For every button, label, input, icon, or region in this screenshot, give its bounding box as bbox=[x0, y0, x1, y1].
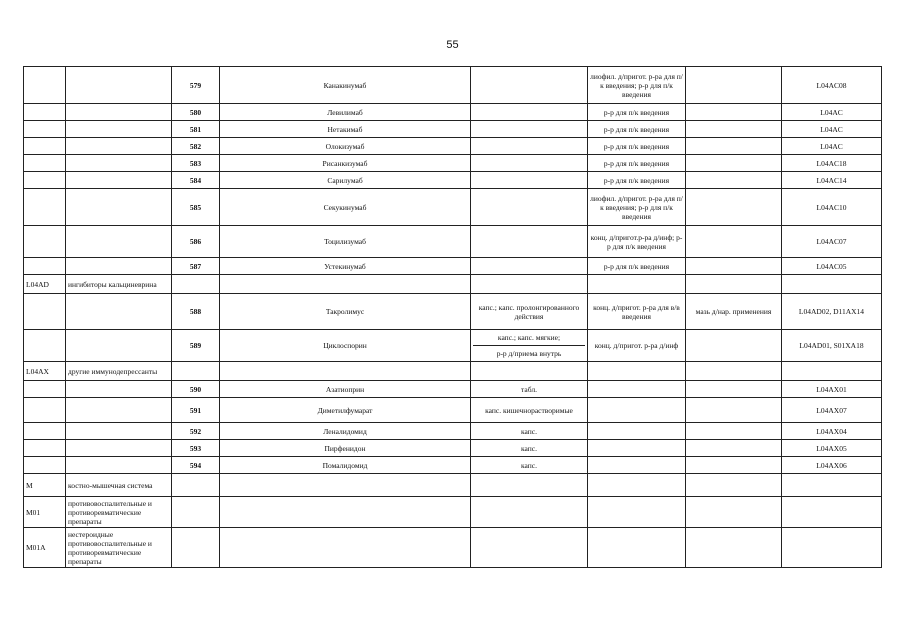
cell-atc: L04AC bbox=[782, 104, 882, 121]
cell-form3 bbox=[686, 457, 782, 474]
cell-group bbox=[66, 189, 172, 226]
cell-code bbox=[24, 440, 66, 457]
cell-code: L04AX bbox=[24, 362, 66, 381]
table-row bbox=[24, 528, 882, 568]
cell-form2: р-р для п/к введения bbox=[588, 138, 686, 155]
cell-name: Секукинумаб bbox=[220, 189, 471, 226]
table-row bbox=[24, 104, 882, 121]
cell-form2 bbox=[588, 362, 686, 381]
cell-form3 bbox=[686, 189, 782, 226]
cell-atc: L04AC07 bbox=[782, 226, 882, 258]
cell-num: 586 bbox=[172, 226, 220, 258]
table-row bbox=[24, 67, 882, 104]
cell-num bbox=[172, 497, 220, 528]
cell-group bbox=[66, 398, 172, 423]
cell-group bbox=[66, 226, 172, 258]
cell-form bbox=[471, 226, 588, 258]
cell-atc: L04AC08 bbox=[782, 67, 882, 104]
cell-code bbox=[24, 294, 66, 330]
cell-num: 588 bbox=[172, 294, 220, 330]
cell-form2 bbox=[588, 457, 686, 474]
cell-code bbox=[24, 258, 66, 275]
cell-num: 580 bbox=[172, 104, 220, 121]
table-row bbox=[24, 381, 882, 398]
cell-code: M01A bbox=[24, 528, 66, 568]
cell-atc: L04AC18 bbox=[782, 155, 882, 172]
cell-code bbox=[24, 226, 66, 258]
cell-code bbox=[24, 121, 66, 138]
cell-group bbox=[66, 155, 172, 172]
cell-num: 594 bbox=[172, 457, 220, 474]
cell-form bbox=[471, 155, 588, 172]
cell-code: L04AD bbox=[24, 275, 66, 294]
cell-name: Нетакимаб bbox=[220, 121, 471, 138]
cell-group: нестероидные противовоспалительные и противоревматические препараты bbox=[66, 528, 172, 568]
cell-atc: L04AX01 bbox=[782, 381, 882, 398]
cell-form: капс. кишечнорастворимые bbox=[471, 398, 588, 423]
cell-form bbox=[471, 121, 588, 138]
cell-code bbox=[24, 398, 66, 423]
cell-num bbox=[172, 275, 220, 294]
table-row bbox=[24, 330, 882, 362]
table-row bbox=[24, 275, 882, 294]
cell-group bbox=[66, 104, 172, 121]
cell-num: 583 bbox=[172, 155, 220, 172]
cell-form: капс.; капс. пролонгированного действия bbox=[471, 294, 588, 330]
cell-atc: L04AD01, S01XA18 bbox=[782, 330, 882, 362]
cell-form2 bbox=[588, 528, 686, 568]
cell-name: Левилимаб bbox=[220, 104, 471, 121]
cell-group bbox=[66, 258, 172, 275]
cell-group bbox=[66, 457, 172, 474]
cell-group: противовоспалительные и противоревматические препараты bbox=[66, 497, 172, 528]
cell-group bbox=[66, 294, 172, 330]
cell-form bbox=[471, 275, 588, 294]
cell-atc: L04AX07 bbox=[782, 398, 882, 423]
cell-form3 bbox=[686, 226, 782, 258]
cell-form2 bbox=[588, 423, 686, 440]
cell-atc: L04AC10 bbox=[782, 189, 882, 226]
cell-group: ингибиторы кальциневрина bbox=[66, 275, 172, 294]
cell-name bbox=[220, 497, 471, 528]
cell-form3 bbox=[686, 155, 782, 172]
cell-code bbox=[24, 67, 66, 104]
table-row bbox=[24, 138, 882, 155]
cell-form2: конц. д/пригот. р-ра для в/в введения bbox=[588, 294, 686, 330]
cell-atc bbox=[782, 275, 882, 294]
cell-code: M01 bbox=[24, 497, 66, 528]
cell-form2: р-р для п/к введения bbox=[588, 258, 686, 275]
cell-name: Рисанкизумаб bbox=[220, 155, 471, 172]
cell-form bbox=[471, 528, 588, 568]
page-number: 55 bbox=[446, 39, 459, 51]
cell-form3 bbox=[686, 528, 782, 568]
cell-name bbox=[220, 275, 471, 294]
cell-name: Леналидомид bbox=[220, 423, 471, 440]
cell-code bbox=[24, 138, 66, 155]
cell-group bbox=[66, 381, 172, 398]
cell-group bbox=[66, 138, 172, 155]
cell-atc bbox=[782, 474, 882, 497]
table-row bbox=[24, 189, 882, 226]
table-row bbox=[24, 226, 882, 258]
cell-num: 590 bbox=[172, 381, 220, 398]
cell-form2 bbox=[588, 474, 686, 497]
cell-atc: L04AX05 bbox=[782, 440, 882, 457]
cell-form3 bbox=[686, 138, 782, 155]
cell-group bbox=[66, 330, 172, 362]
table-row bbox=[24, 497, 882, 528]
cell-form2: р-р для п/к введения bbox=[588, 104, 686, 121]
cell-form3 bbox=[686, 172, 782, 189]
cell-form2 bbox=[588, 497, 686, 528]
cell-name: Циклоспорин bbox=[220, 330, 471, 362]
cell-form3 bbox=[686, 423, 782, 440]
cell-form bbox=[471, 138, 588, 155]
cell-form3: мазь д/нар. применения bbox=[686, 294, 782, 330]
cell-form2: лиофил. д/пригот. р-ра для п/к введения; р-р для п/к введения bbox=[588, 189, 686, 226]
cell-form: капс. bbox=[471, 423, 588, 440]
cell-group: другие иммунодепрессанты bbox=[66, 362, 172, 381]
cell-form bbox=[471, 497, 588, 528]
cell-num bbox=[172, 362, 220, 381]
table-row bbox=[24, 474, 882, 497]
table-row bbox=[24, 258, 882, 275]
cell-form2: лиофил. д/пригот. р-ра для п/к введения; р-р для п/к введения bbox=[588, 67, 686, 104]
cell-num: 591 bbox=[172, 398, 220, 423]
cell-name bbox=[220, 474, 471, 497]
cell-atc bbox=[782, 497, 882, 528]
drug-table bbox=[23, 66, 882, 568]
cell-num: 581 bbox=[172, 121, 220, 138]
cell-atc: L04AC14 bbox=[782, 172, 882, 189]
table-row bbox=[24, 155, 882, 172]
cell-code bbox=[24, 104, 66, 121]
cell-form3 bbox=[686, 497, 782, 528]
cell-form2 bbox=[588, 440, 686, 457]
cell-form bbox=[471, 172, 588, 189]
cell-name: Такролимус bbox=[220, 294, 471, 330]
cell-form3 bbox=[686, 121, 782, 138]
cell-form3 bbox=[686, 275, 782, 294]
cell-form3 bbox=[686, 330, 782, 362]
cell-name: Помалидомид bbox=[220, 457, 471, 474]
table-row bbox=[24, 457, 882, 474]
cell-code bbox=[24, 381, 66, 398]
cell-num bbox=[172, 474, 220, 497]
cell-num: 592 bbox=[172, 423, 220, 440]
cell-form2 bbox=[588, 381, 686, 398]
cell-atc bbox=[782, 362, 882, 381]
cell-form2: р-р для п/к введения bbox=[588, 172, 686, 189]
cell-code bbox=[24, 189, 66, 226]
table-row bbox=[24, 362, 882, 381]
cell-name: Тоцилизумаб bbox=[220, 226, 471, 258]
cell-group bbox=[66, 440, 172, 457]
cell-form bbox=[471, 189, 588, 226]
cell-form3 bbox=[686, 398, 782, 423]
table-row bbox=[24, 423, 882, 440]
cell-name: Азатиоприн bbox=[220, 381, 471, 398]
cell-form3 bbox=[686, 104, 782, 121]
cell-num: 593 bbox=[172, 440, 220, 457]
cell-form bbox=[471, 362, 588, 381]
cell-group bbox=[66, 172, 172, 189]
cell-form2: р-р для п/к введения bbox=[588, 121, 686, 138]
table-row bbox=[24, 294, 882, 330]
cell-code: M bbox=[24, 474, 66, 497]
table-row bbox=[24, 172, 882, 189]
cell-form2: конц. д/пригот.р-ра д/инф; р-р для п/к введения bbox=[588, 226, 686, 258]
cell-name bbox=[220, 362, 471, 381]
cell-form3 bbox=[686, 381, 782, 398]
table-row bbox=[24, 121, 882, 138]
table-row bbox=[24, 398, 882, 423]
cell-num: 585 bbox=[172, 189, 220, 226]
cell-code bbox=[24, 330, 66, 362]
cell-name: Диметилфумарат bbox=[220, 398, 471, 423]
cell-group bbox=[66, 67, 172, 104]
cell-form: капс. bbox=[471, 440, 588, 457]
cell-form bbox=[471, 474, 588, 497]
cell-group bbox=[66, 423, 172, 440]
cell-code bbox=[24, 423, 66, 440]
cell-form: табл. bbox=[471, 381, 588, 398]
cell-form-bottom: р-р д/приема внутрь bbox=[496, 349, 562, 358]
table-row bbox=[24, 440, 882, 457]
cell-num bbox=[172, 528, 220, 568]
cell-name: Устекинумаб bbox=[220, 258, 471, 275]
cell-form bbox=[471, 258, 588, 275]
cell-form2 bbox=[588, 275, 686, 294]
cell-atc: L04AD02, D11AX14 bbox=[782, 294, 882, 330]
cell-code bbox=[24, 155, 66, 172]
cell-atc: L04AC bbox=[782, 138, 882, 155]
cell-form3 bbox=[686, 362, 782, 381]
cell-atc: L04AC05 bbox=[782, 258, 882, 275]
cell-form bbox=[471, 104, 588, 121]
cell-code bbox=[24, 172, 66, 189]
cell-name bbox=[220, 528, 471, 568]
cell-atc: L04AX04 bbox=[782, 423, 882, 440]
table-body bbox=[24, 67, 882, 568]
cell-form2: р-р для п/к введения bbox=[588, 155, 686, 172]
cell-num: 582 bbox=[172, 138, 220, 155]
cell-form3 bbox=[686, 474, 782, 497]
cell-num: 579 bbox=[172, 67, 220, 104]
cell-num: 589 bbox=[172, 330, 220, 362]
cell-atc: L04AX06 bbox=[782, 457, 882, 474]
cell-atc: L04AC bbox=[782, 121, 882, 138]
cell-group bbox=[66, 121, 172, 138]
cell-form-top: капс.; капс. мягкие; bbox=[473, 330, 585, 346]
cell-code bbox=[24, 457, 66, 474]
cell-form2 bbox=[588, 398, 686, 423]
cell-form3 bbox=[686, 440, 782, 457]
cell-name: Пирфенидон bbox=[220, 440, 471, 457]
cell-form3 bbox=[686, 67, 782, 104]
cell-form: капс. bbox=[471, 457, 588, 474]
cell-atc bbox=[782, 528, 882, 568]
cell-form3 bbox=[686, 258, 782, 275]
cell-form-split bbox=[471, 330, 588, 362]
cell-name: Олокизумаб bbox=[220, 138, 471, 155]
cell-num: 587 bbox=[172, 258, 220, 275]
cell-form2: конц. д/пригот. р-ра д/инф bbox=[588, 330, 686, 362]
cell-form bbox=[471, 67, 588, 104]
cell-name: Сарилумаб bbox=[220, 172, 471, 189]
cell-group: костно-мышечная система bbox=[66, 474, 172, 497]
cell-num: 584 bbox=[172, 172, 220, 189]
cell-name: Канакинумаб bbox=[220, 67, 471, 104]
